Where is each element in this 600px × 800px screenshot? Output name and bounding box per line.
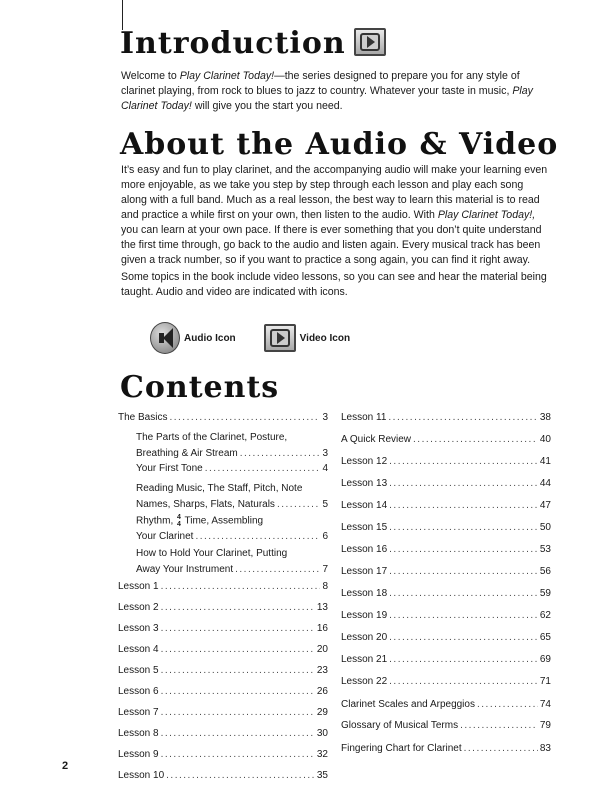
toc-entry-label: Your First Tone [136,463,203,474]
toc-page-number: 83 [539,743,551,754]
leader-dots [389,500,538,513]
toc-entry-label: Lesson 11 [341,412,387,423]
toc-page-number: 69 [539,654,551,665]
page-number: 2 [62,760,69,772]
toc-entry-label: Lesson 22 [341,676,388,687]
leader-dots [161,623,315,636]
toc-entry [118,412,328,425]
leader-dots [166,770,315,783]
toc-entry-label: Lesson 18 [341,588,388,599]
leader-dots [161,749,315,762]
leader-dots [389,478,538,491]
toc-entry-label: Glossary of Musical Terms [341,720,459,731]
toc-entry [341,654,551,667]
toc-entry-label: Names, Sharps, Flats, Naturals [136,498,275,510]
toc-entry [341,522,551,535]
leader-dots [389,632,538,645]
toc-entry [136,483,328,511]
toc-page-number: 65 [539,632,551,643]
about-heading: About the Audio & Video [120,127,559,162]
leader-dots [161,644,315,657]
toc-page-number: 56 [539,566,551,577]
toc-entry-label: Lesson 13 [341,478,388,489]
toc-entry-label: A Quick Review [341,434,412,445]
toc-entry [118,770,328,783]
leader-dots [205,463,321,476]
toc-entry [341,676,551,689]
about-paragraph-2: Some topics in the book include video lessons, so you can see and hear the material being taught. Audio and video are indicated with icons. [121,271,547,298]
toc-page-number: 74 [539,699,551,710]
introduction-paragraph: Welcome to Play Clarinet Today!—the series designed to prepare you for any style of clarinet playing, from rock to blues to jazz to country. Whatever your taste in music, Play Clarinet Today! will give you the start you need. [121,70,533,112]
contents-heading: Contents [120,370,280,405]
introduction-heading: Introduction [120,26,386,61]
toc-entry-label: The Basics [118,412,168,423]
toc-entry [341,743,551,756]
toc-entry-label: Breathing & Air Stream [136,447,238,459]
toc-entry-label: Lesson 6 [118,686,159,697]
toc-entry-label: Lesson 2 [118,602,159,613]
toc-entry-label: Away Your Instrument [136,563,234,575]
toc-entry-label: Lesson 10 [118,770,165,781]
toc-entry [341,544,551,557]
toc-entry-label: How to Hold Your Clarinet, Putting [136,548,288,559]
toc-entry-label: Reading Music, The Staff, Pitch, Note [136,483,303,494]
leader-dots [413,434,538,447]
toc-entry [341,566,551,579]
toc-entry-label: Lesson 15 [341,522,388,533]
toc-entry-label: Rhythm, 4 4 Time, Assembling [136,514,264,528]
toc-entry-label: The Parts of the Clarinet, Posture, [136,432,288,443]
toc-page-number: 59 [539,588,551,599]
leader-dots [389,522,538,535]
toc-page-number: 50 [539,522,551,533]
toc-page-number: 40 [539,434,551,445]
leader-dots [240,448,321,461]
toc-entry [118,665,328,678]
toc-page-number: 4 [322,463,328,474]
toc-page-number: 3 [322,447,328,459]
toc-entry [118,749,328,762]
video-icon [264,324,296,352]
leader-dots [277,499,321,512]
toc-entry [118,686,328,699]
leader-dots [161,728,315,741]
toc-page-number: 29 [316,707,328,718]
toc-page-number: 23 [316,665,328,676]
leader-dots [389,544,538,557]
toc-entry-label: Lesson 5 [118,665,159,676]
toc-entry [136,548,328,576]
leader-dots [389,566,538,579]
toc-page-number: 32 [316,749,328,760]
leader-dots [161,665,315,678]
toc-entry [341,456,551,469]
leader-dots [389,610,538,623]
leader-dots [464,743,538,756]
video-icon-label: Video Icon [299,332,351,344]
leader-dots [195,531,320,544]
toc-page-number: 79 [539,720,551,731]
toc-entry [341,412,551,425]
video-icon [354,28,386,56]
leader-dots [389,588,538,601]
leader-dots [389,456,538,469]
leader-dots [477,699,538,712]
audio-icon [150,322,180,354]
leader-dots [460,720,538,733]
leader-dots [161,581,321,594]
toc-entry-label: Fingering Chart for Clarinet [341,743,462,754]
toc-entry [341,720,551,733]
toc-page-number: 35 [316,770,328,781]
toc-entry [118,581,328,594]
toc-entry-label: Clarinet Scales and Arpeggios [341,699,475,710]
toc-entry-label: Lesson 17 [341,566,388,577]
toc-page-number: 38 [539,412,551,423]
toc-entry [118,602,328,615]
toc-entry [118,644,328,657]
leader-dots [161,686,315,699]
toc-entry-label: Lesson 14 [341,500,388,511]
leader-dots [389,654,538,667]
toc-entry [136,463,328,476]
toc-page-number: 30 [316,728,328,739]
toc-entry [136,432,328,460]
leader-dots [388,412,537,425]
leader-dots [389,676,538,689]
toc-entry-label: Lesson 9 [118,749,159,760]
toc-page-number: 41 [539,456,551,467]
toc-page-number: 6 [322,531,328,543]
leader-dots [235,564,320,577]
toc-page-number: 7 [322,563,328,575]
about-paragraph-1: It’s easy and fun to play clarinet, and the accompanying audio will make your learning even more enjoyable, as we take you step by step through each lesson and play each song along with a full band. Much as a real lesson, the best way to learn this material is to read and practice a while first on your own, then listen to the audio. With Play Clarinet Today!, you can learn at your own pace. If there is ever something that you don’t quite understand the first time through, go back to the audio and listen again. Every musical track has been given a track number, so if you want to practice a song again, you can find it right away. [121,164,548,266]
toc-page-number: 16 [316,623,328,634]
toc-entry-label: Your Clarinet [136,531,194,543]
toc-entry-label: Lesson 16 [341,544,388,555]
toc-page-number: 53 [539,544,551,555]
toc-page-number: 26 [316,686,328,697]
toc-entry [341,478,551,491]
audio-icon-label: Audio Icon [184,332,236,344]
toc-page-number: 71 [539,676,551,687]
toc-entry-label: Lesson 19 [341,610,388,621]
toc-page-number: 8 [322,581,328,592]
toc-entry [341,500,551,513]
toc-entry-label: Lesson 1 [118,581,159,592]
icon-legend [150,322,378,354]
toc-entry [341,588,551,601]
toc-entry-label: Lesson 8 [118,728,159,739]
toc-entry [341,434,551,447]
leader-dots [161,602,315,615]
toc-page-number: 13 [316,602,328,613]
toc-entry-label: Lesson 3 [118,623,159,634]
toc-entry-label: Lesson 20 [341,632,388,643]
toc-entry [118,707,328,720]
toc-entry [136,514,328,544]
toc-page-number: 44 [539,478,551,489]
toc-entry [341,632,551,645]
toc-entry-label: Lesson 4 [118,644,159,655]
toc-entry-label: Lesson 21 [341,654,388,665]
leader-dots [161,707,315,720]
toc-page-number: 20 [316,644,328,655]
toc-entry [118,728,328,741]
toc-page-number: 5 [322,498,328,510]
toc-entry [341,699,551,712]
time-signature: 4 4 [177,514,181,528]
toc-page-number: 3 [322,412,328,423]
toc-page-number: 47 [539,500,551,511]
toc-entry [341,610,551,623]
toc-entry [118,623,328,636]
toc-entry-label: Lesson 7 [118,707,159,718]
toc-page-number: 62 [539,610,551,621]
leader-dots [169,412,320,425]
toc-entry-label: Lesson 12 [341,456,388,467]
